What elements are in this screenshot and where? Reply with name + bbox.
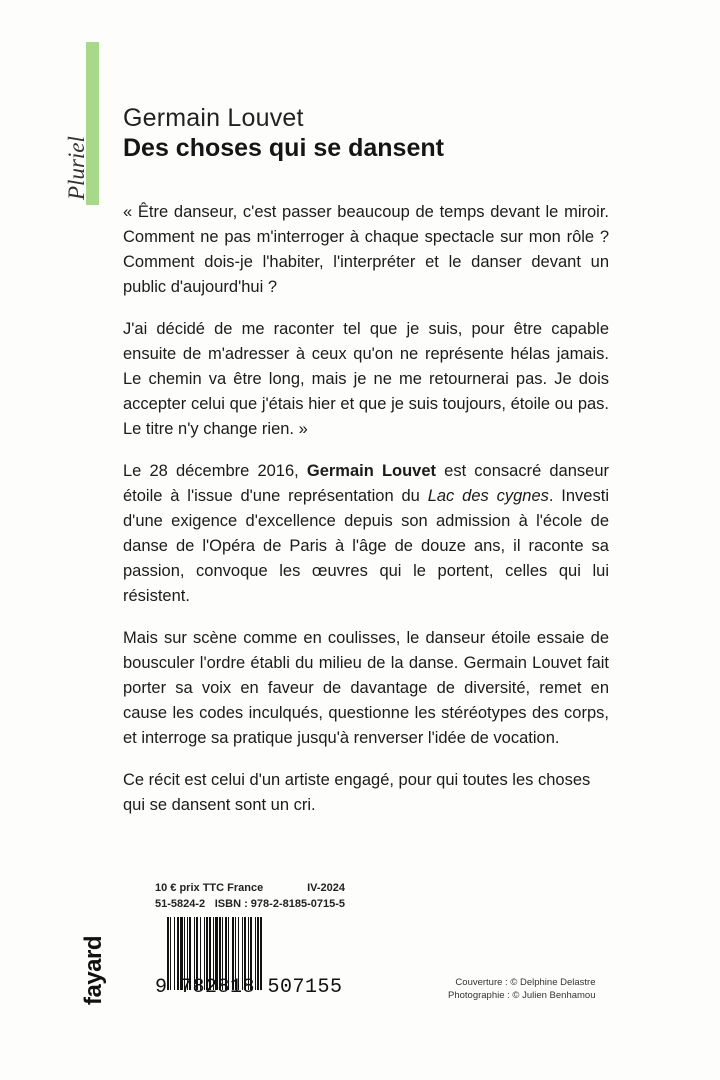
credits: [448, 976, 596, 1002]
isbn-row: [155, 896, 345, 912]
isbn: ISBN : 978-2-8185-0715-5: [214, 898, 345, 910]
author-name: Germain Louvet: [123, 104, 304, 132]
publisher-logo: fayard: [80, 935, 107, 1005]
price: 10 € prix TTC France: [155, 882, 264, 894]
cover-credit: Couverture : © Delphine Delastre: [455, 977, 596, 988]
series-label: Pluriel: [64, 136, 89, 200]
p3-author-bold: Germain Louvet: [306, 462, 437, 480]
p3-ballet-title: Lac des cygnes: [427, 487, 549, 505]
date-code: IV-2024: [307, 882, 345, 894]
barcode-digits: 9 782818 507155: [155, 976, 343, 999]
paragraph-1: « Être danseur, c'est passer beaucoup de temps devant le miroir. Comment ne pas m'interroger à chaque spectacle sur mon rôle ? Comment dois-je l'habiter, l'interpréter et le danser devant un public d'aujourd'hui ?: [123, 203, 609, 296]
p3-middle: est consacré danseur étoile à l'issue d'une représentation du: [123, 462, 609, 505]
product-code: 51-5824-2: [155, 898, 206, 910]
price-row: [155, 880, 345, 896]
p3-after: . Investi d'une exigence d'excellence depuis son admission à l'école de danse de l'Opéra de Paris à l'âge de douze ans, il raconte sa passion, convoque les œuvres qui le portent, celles qui lui résistent.: [123, 487, 609, 605]
book-title: Des choses qui se dansent: [123, 134, 444, 162]
back-cover-text: [123, 200, 609, 835]
paragraph-2: J'ai décidé de me raconter tel que je suis, pour être capable ensuite de m'adresser à ceux qu'on ne représente hélas jamais. Le chemin va être long, mais je ne me retournerai pas. Je dois accepter celui que j'étais hier et que je suis toujours, étoile ou pas. Le titre n'y change rien. »: [123, 320, 609, 438]
photo-credit: Photographie : © Julien Benhamou: [448, 990, 596, 1001]
paragraph-4: Mais sur scène comme en coulisses, le danseur étoile essaie de bousculer l'ordre établi du milieu de la danse. Germain Louvet fait porter sa voix en faveur de davantage de diversité, remet en cause les codes inculqués, questionne les stéréotypes des corps, et interroge sa pratique jusqu'à renverser l'idée de vocation.: [123, 629, 609, 747]
barcode-block: [155, 880, 345, 999]
p3-before: Le 28 décembre 2016,: [123, 462, 307, 480]
paragraph-3: [123, 459, 609, 609]
paragraph-5: Ce récit est celui d'un artiste engagé, pour qui toutes les choses qui se dansent sont un cri.: [123, 771, 591, 814]
